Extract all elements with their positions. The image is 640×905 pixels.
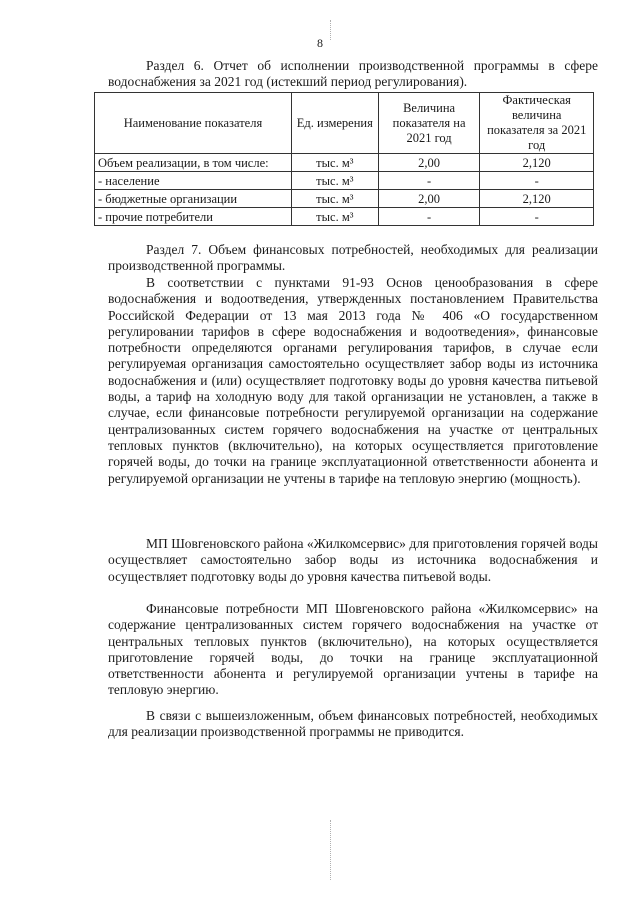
table-row [95, 172, 594, 190]
section-6-title: Раздел 6. Отчет об исполнении производственной программы в сфере водоснабжения за 2021 год (истекший период регулирования). [108, 58, 598, 89]
row-actual-value: 2,120 [480, 190, 594, 208]
table-row [95, 154, 594, 172]
table-header-row [95, 93, 594, 154]
body-paragraph: Финансовые потребности МП Шовгеновского района «Жилкомсервис» на содержание централизованных систем горячего водоснабжения на участке от центральных тепловых пунктов (включительно), на которых осуществляется приготовление горячей воды, до точки на границе эксплуатационной ответственности абонента и регулируемой организации учтены в тарифе на тепловую энергию. [108, 601, 598, 698]
table-row [95, 208, 594, 226]
header-planned-value: Величина показателя на 2021 год [378, 93, 480, 154]
scan-fold-mark [330, 820, 332, 880]
row-name: - население [95, 172, 292, 190]
row-unit: тыс. м³ [291, 154, 378, 172]
row-actual-value: 2,120 [480, 154, 594, 172]
row-planned-value: - [378, 208, 480, 226]
body-paragraph: МП Шовгеновского района «Жилкомсервис» для приготовления горячей воды осуществляет самостоятельно забор воды из источника водоснабжения и осуществляет подготовку воды до уровня качества питьевой воды. [108, 536, 598, 584]
production-program-report-table [94, 92, 594, 226]
row-name: - бюджетные организации [95, 190, 292, 208]
row-unit: тыс. м³ [291, 172, 378, 190]
row-name: - прочие потребители [95, 208, 292, 226]
row-actual-value: - [480, 172, 594, 190]
row-planned-value: 2,00 [378, 154, 480, 172]
page-number: 8 [317, 36, 323, 50]
row-planned-value: - [378, 172, 480, 190]
row-actual-value: - [480, 208, 594, 226]
header-indicator-name: Наименование показателя [95, 93, 292, 154]
row-unit: тыс. м³ [291, 208, 378, 226]
header-actual-value: Фактическая величина показателя за 2021 год [480, 93, 594, 154]
row-name: Объем реализации, в том числе: [95, 154, 292, 172]
section-7-title: Раздел 7. Объем финансовых потребностей, необходимых для реализации производственной программы. [108, 242, 598, 273]
row-unit: тыс. м³ [291, 190, 378, 208]
row-planned-value: 2,00 [378, 190, 480, 208]
header-unit: Ед. измерения [291, 93, 378, 154]
scan-fold-mark [330, 20, 332, 40]
body-paragraph: В связи с вышеизложенным, объем финансовых потребностей, необходимых для реализации производственной программы не приводится. [108, 708, 598, 740]
body-paragraph: В соответствии с пунктами 91-93 Основ ценообразования в сфере водоснабжения и водоотведения, утвержденных постановлением Правительства Российской Федерации от 13 мая 2013 года № 406 «О государственном регулировании тарифов в сфере водоснабжения и водоотведения», финансовые потребности определяются органами регулирования тарифов, в случае если регулируемая организация самостоятельно осуществляет забор воды из источника водоснабжения и (или) осуществляет подготовку воды до уровня качества питьевой воды, а тариф на холодную воду для такой организации не установлен, а также в случае, если финансовые потребности регулируемой организации на содержание централизованных систем горячего водоснабжения на участке от центральных тепловых пунктов (включительно), на которых осуществляется приготовление горячей воды, до точки на границе эксплуатационной ответственности абонента и регулируемой организации не учтены в тарифе на тепловую энергию (мощность). [108, 275, 598, 486]
table-row [95, 190, 594, 208]
